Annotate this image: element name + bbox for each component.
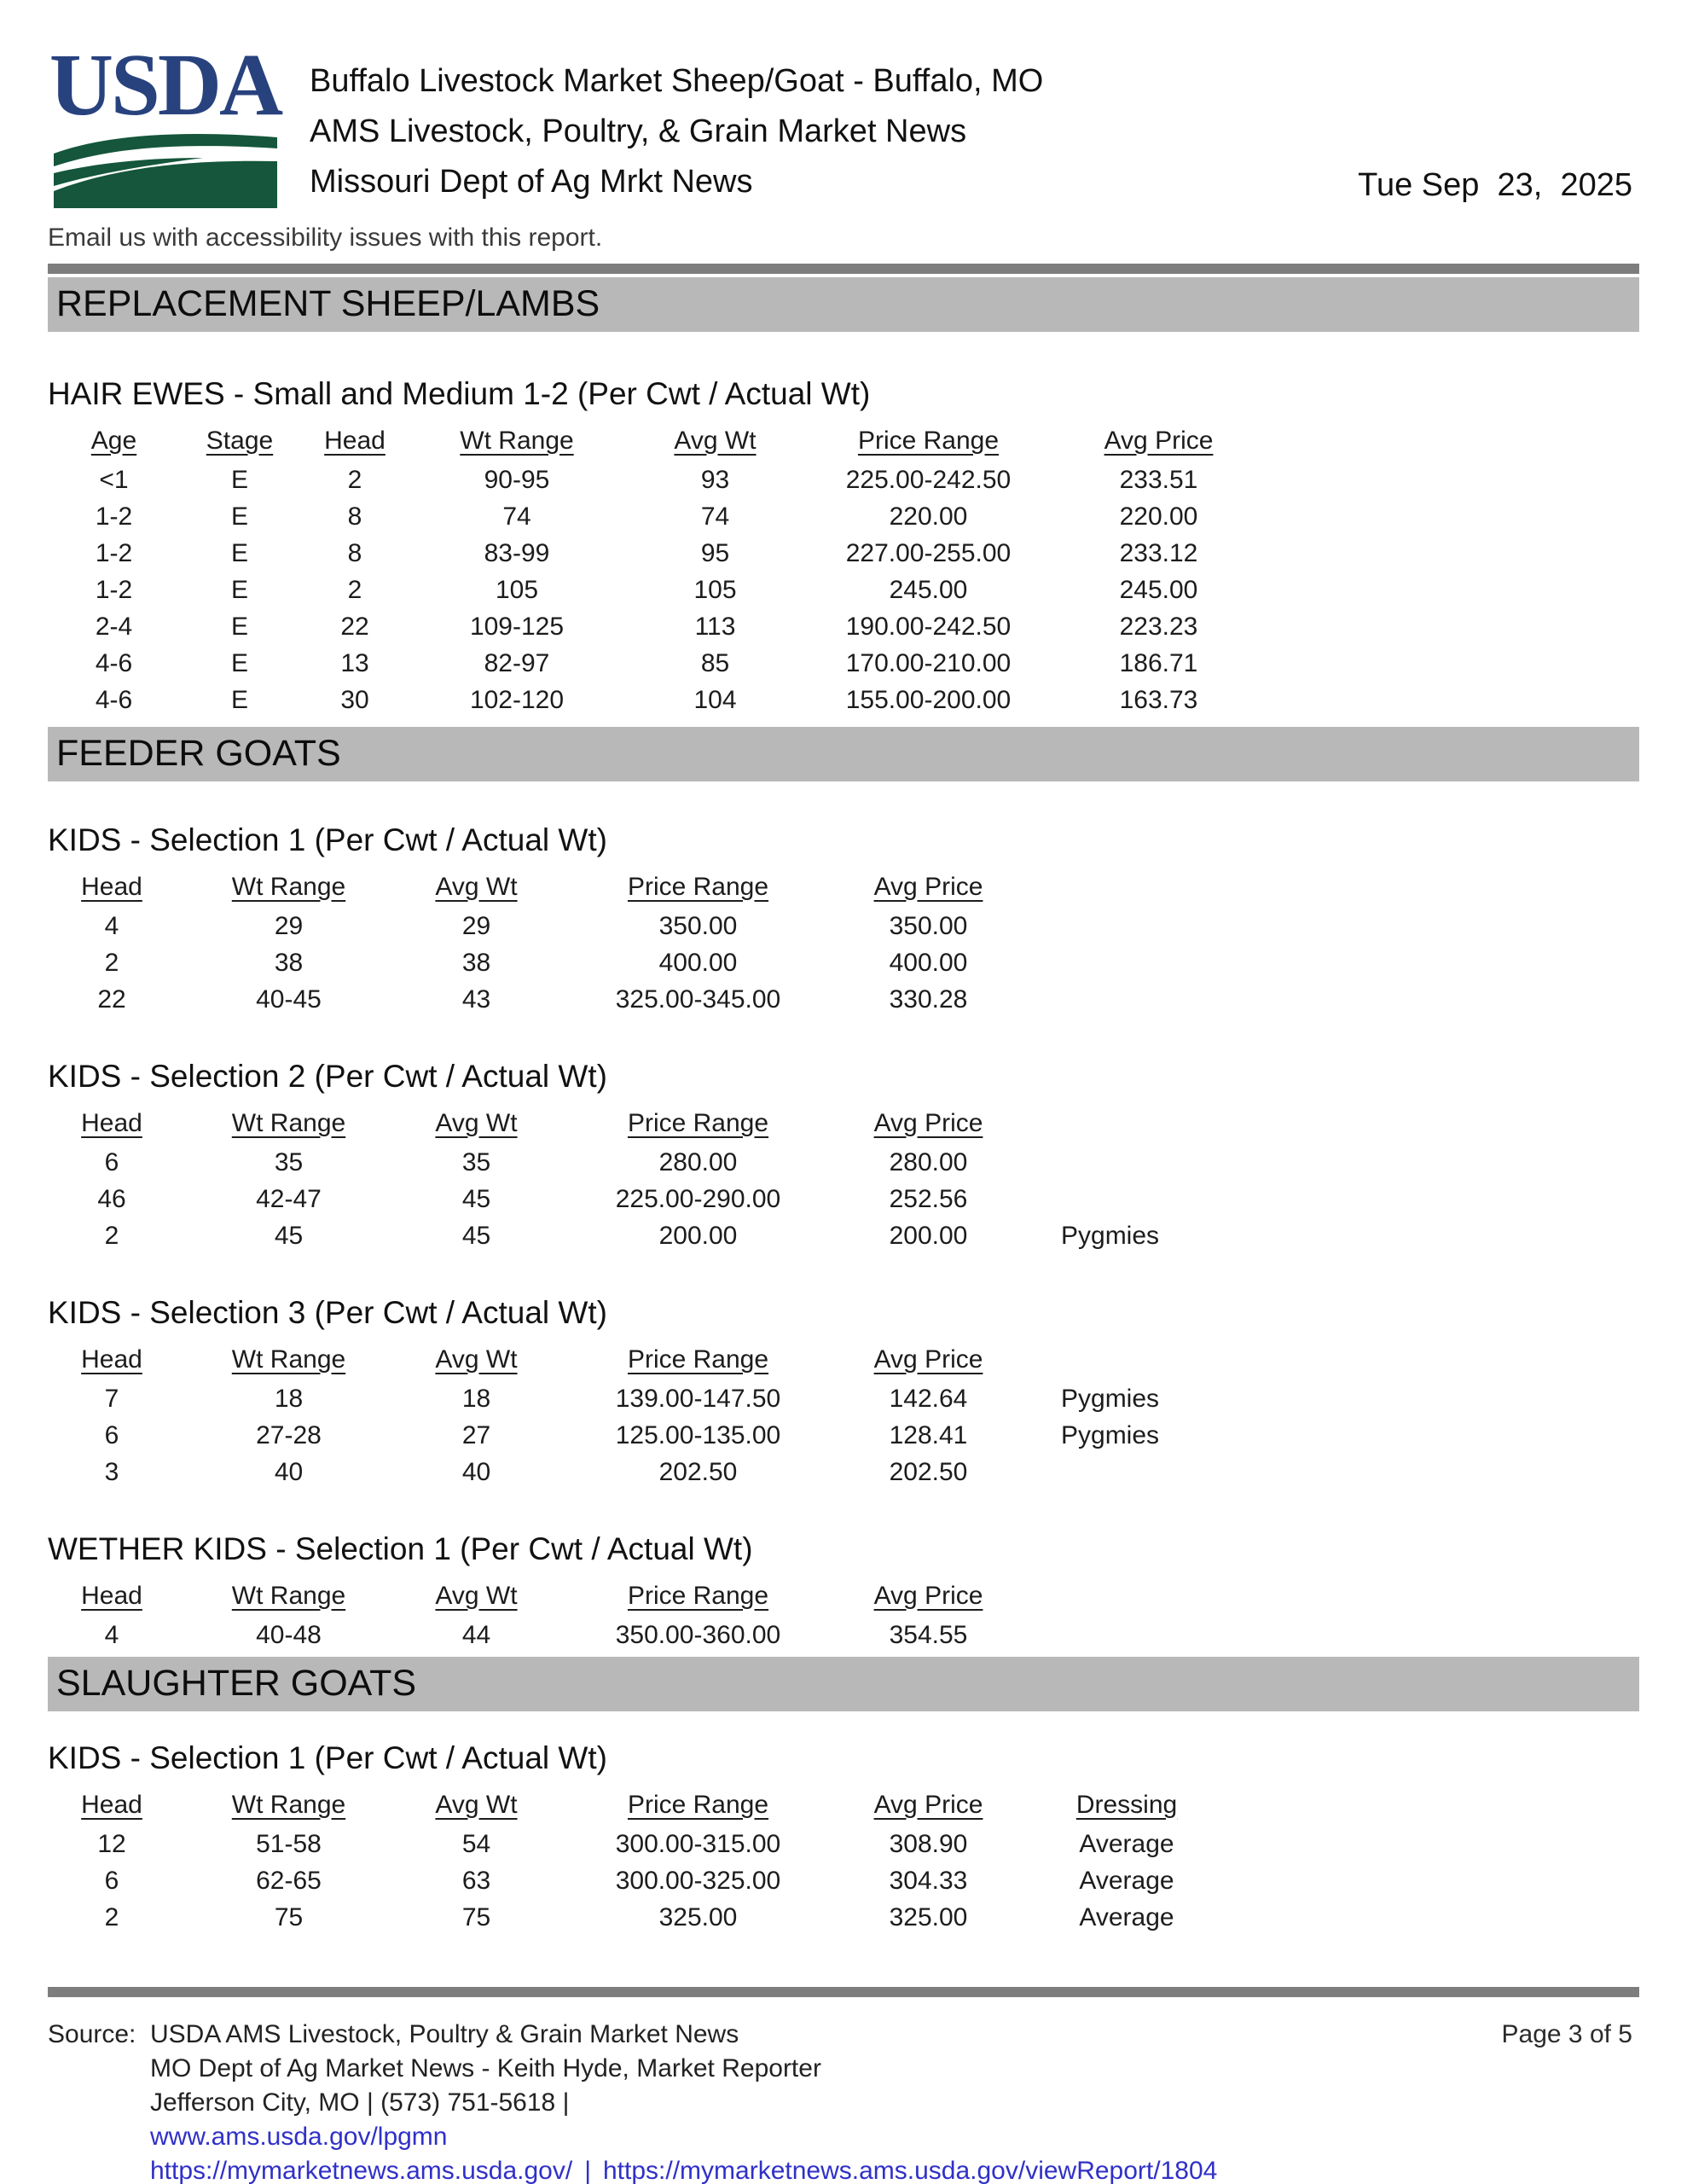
- table-header-row: [48, 1103, 1639, 1144]
- table-cell: 350.00: [658, 911, 738, 940]
- table-cell: 186.71: [1119, 648, 1198, 677]
- table-cell: 125.00-135.00: [615, 1420, 781, 1449]
- table-cell: 325.00-345.00: [615, 985, 781, 1014]
- column-header: Wt Range: [231, 1581, 346, 1610]
- table-cell: 51-58: [256, 1829, 322, 1858]
- table-cell: 350.00-360.00: [615, 1620, 781, 1649]
- table-cell: 54: [461, 1829, 491, 1858]
- table-cell: 225.00-290.00: [615, 1184, 781, 1213]
- table-cell: 4-6: [95, 685, 133, 714]
- source-line: MO Dept of Ag Market News - Keith Hyde, Market Reporter: [150, 2053, 821, 2082]
- table-cell: 2: [347, 575, 362, 604]
- table-cell: 18: [274, 1384, 304, 1413]
- column-header: Wt Range: [231, 872, 346, 901]
- table-cell: 190.00-242.50: [845, 612, 1012, 641]
- table-cell: 40: [274, 1457, 304, 1486]
- table-cell: 113: [694, 612, 736, 641]
- table-cell: 252.56: [889, 1184, 968, 1213]
- table-cell: 35: [274, 1147, 304, 1176]
- column-header: Head: [81, 1345, 142, 1374]
- table-cell: 82-97: [484, 648, 550, 677]
- table-cell: 8: [347, 502, 362, 531]
- table-cell: 22: [97, 985, 126, 1014]
- table-cell: 142.64: [889, 1384, 968, 1413]
- section-bar-slaughter-goats: SLAUGHTER GOATS: [48, 1657, 1639, 1711]
- table-row: [48, 498, 1639, 535]
- table-header-row: [48, 1339, 1639, 1380]
- table-header-row: [48, 1576, 1639, 1617]
- table-cell: 325.00: [889, 1902, 968, 1931]
- table-cell: E: [230, 685, 248, 714]
- report-title: Buffalo Livestock Market Sheep/Goat - Buffalo, MO: [310, 63, 1044, 99]
- table-cell: 330.28: [889, 985, 968, 1014]
- page-indicator: Page 3 of 5: [1501, 2019, 1632, 2048]
- column-header: Wt Range: [231, 1108, 346, 1137]
- column-header: Avg Price: [873, 1108, 983, 1137]
- table-cell: 30: [340, 685, 369, 714]
- table-cell: 245.00: [889, 575, 968, 604]
- table-row: [48, 944, 1639, 981]
- table-cell: E: [230, 648, 248, 677]
- lpgmn-link[interactable]: www.ams.usda.gov/lpgmn: [150, 2122, 448, 2151]
- table-cell: 105: [495, 575, 539, 604]
- table-cell: 1-2: [95, 575, 133, 604]
- column-header: Wt Range: [231, 1790, 346, 1819]
- table-row: [48, 682, 1639, 718]
- table-cell: 202.50: [889, 1457, 968, 1486]
- table-cell: 300.00-325.00: [615, 1866, 781, 1895]
- table-header-row: [48, 867, 1639, 908]
- table-cell: 170.00-210.00: [845, 648, 1012, 677]
- table-cell: 12: [97, 1829, 126, 1858]
- table-cell: 75: [274, 1902, 304, 1931]
- table-cell: 44: [461, 1620, 491, 1649]
- table-cell: 63: [461, 1866, 491, 1895]
- table-row: [48, 1217, 1639, 1254]
- table-cell: 354.55: [889, 1620, 968, 1649]
- table-cell: 109-125: [469, 612, 565, 641]
- table-cell: 304.33: [889, 1866, 968, 1895]
- table-title-slaughter-kids-selection-1: KIDS - Selection 1 (Per Cwt / Actual Wt): [48, 1740, 607, 1775]
- table-title-kids-selection-3: KIDS - Selection 3 (Per Cwt / Actual Wt): [48, 1294, 607, 1330]
- table-cell: [1012, 944, 1284, 981]
- table-cell: 95: [700, 538, 730, 567]
- table-row: [48, 1144, 1639, 1181]
- table-cell: [1012, 1617, 1284, 1653]
- table-row: [48, 1181, 1639, 1217]
- table-cell: 45: [274, 1221, 304, 1250]
- column-header: Age: [90, 426, 137, 455]
- view-report-link[interactable]: https://mymarketnews.ams.usda.gov/viewReport/1804: [603, 2156, 1218, 2184]
- table-row: [48, 535, 1639, 572]
- table-cell: 45: [461, 1184, 491, 1213]
- source-link-row: [150, 2154, 1502, 2184]
- table-cell: 4: [104, 1620, 119, 1649]
- column-header: Avg Wt: [435, 1581, 518, 1610]
- table-cell: 83-99: [484, 538, 550, 567]
- column-header: Avg Price: [873, 872, 983, 901]
- report-agency: Missouri Dept of Ag Mrkt News: [310, 164, 753, 200]
- table-cell: 40: [461, 1457, 491, 1486]
- column-header: Avg Wt: [435, 1345, 518, 1374]
- report-footer: [48, 2018, 1639, 2184]
- table-cell: 2: [104, 1902, 119, 1931]
- report-date: Tue Sep 23, 2025: [1358, 167, 1632, 203]
- table-cell: 200.00: [658, 1221, 738, 1250]
- table-cell: 245.00: [1119, 575, 1198, 604]
- table-cell: 74: [700, 502, 730, 531]
- table-cell: Pygmies: [1061, 1384, 1160, 1413]
- table-cell: 1-2: [95, 502, 133, 531]
- table-title-kids-selection-2: KIDS - Selection 2 (Per Cwt / Actual Wt): [48, 1058, 607, 1094]
- table-cell: E: [230, 538, 248, 567]
- table-cell: 22: [340, 612, 369, 641]
- column-header: Avg Wt: [435, 1790, 518, 1819]
- table-cell: 200.00: [889, 1221, 968, 1250]
- table-cell: 233.12: [1119, 538, 1198, 567]
- table-cell: 308.90: [889, 1829, 968, 1858]
- table-title-hair-ewes: HAIR EWES - Small and Medium 1-2 (Per Cwt / Actual Wt): [48, 375, 871, 411]
- table-cell: 93: [700, 465, 730, 494]
- column-header: Head: [81, 1581, 142, 1610]
- wether-kids-selection-1-table: [48, 1576, 1639, 1653]
- table-cell: 29: [461, 911, 491, 940]
- source-line: USDA AMS Livestock, Poultry & Grain Market News: [150, 2019, 739, 2048]
- table-cell: <1: [99, 465, 129, 494]
- table-cell: 75: [461, 1902, 491, 1931]
- table-cell: 27-28: [256, 1420, 322, 1449]
- table-cell: 40-45: [256, 985, 322, 1014]
- table-row: [48, 572, 1639, 608]
- table-cell: 18: [461, 1384, 491, 1413]
- link-separator: |: [584, 2156, 591, 2184]
- table-cell: 102-120: [469, 685, 565, 714]
- table-cell: 4-6: [95, 648, 133, 677]
- table-cell: 74: [502, 502, 531, 531]
- table-cell: 139.00-147.50: [615, 1384, 781, 1413]
- column-header: Avg Price: [1104, 426, 1214, 455]
- table-cell: 62-65: [256, 1866, 322, 1895]
- table-cell: Average: [1079, 1866, 1174, 1895]
- column-header: Avg Price: [873, 1581, 983, 1610]
- column-header: Price Range: [627, 1581, 769, 1610]
- table-cell: 202.50: [658, 1457, 738, 1486]
- table-row: [48, 908, 1639, 944]
- table-cell: Average: [1079, 1829, 1174, 1858]
- table-header-row: [48, 1785, 1639, 1826]
- table-cell: E: [230, 575, 248, 604]
- table-cell: 38: [461, 948, 491, 977]
- table-cell: Pygmies: [1061, 1420, 1160, 1449]
- table-cell: 6: [104, 1420, 119, 1449]
- table-cell: 13: [340, 648, 369, 677]
- column-header: Dressing: [1075, 1790, 1178, 1819]
- footer-divider: [48, 1987, 1639, 1997]
- table-row: [48, 462, 1639, 498]
- table-cell: E: [230, 465, 248, 494]
- table-row: [48, 1417, 1639, 1454]
- table-cell: 163.73: [1119, 685, 1198, 714]
- accessibility-email-link[interactable]: Email us with accessibility issues with this report.: [48, 223, 603, 252]
- column-header: Head: [81, 872, 142, 901]
- column-header: Price Range: [627, 1790, 769, 1819]
- table-row: [48, 608, 1639, 645]
- table-row: [48, 1899, 1639, 1936]
- table-cell: 29: [274, 911, 304, 940]
- table-cell: 6: [104, 1147, 119, 1176]
- table-cell: 90-95: [484, 465, 550, 494]
- table-cell: 43: [461, 985, 491, 1014]
- table-row: [48, 1380, 1639, 1417]
- table-cell: 104: [693, 685, 737, 714]
- table-cell: 6: [104, 1866, 119, 1895]
- table-cell: 2: [104, 1221, 119, 1250]
- column-header: Wt Range: [231, 1345, 346, 1374]
- table-row: [48, 1454, 1639, 1490]
- table-cell: 400.00: [889, 948, 968, 977]
- report-subtitle: AMS Livestock, Poultry, & Grain Market News: [310, 113, 967, 149]
- table-title-kids-selection-1: KIDS - Selection 1 (Per Cwt / Actual Wt): [48, 822, 607, 857]
- column-header: Head: [324, 426, 386, 455]
- section-bar-feeder-goats: FEEDER GOATS: [48, 727, 1639, 781]
- table-cell: [1012, 908, 1284, 944]
- table-cell: 8: [347, 538, 362, 567]
- table-cell: 45: [461, 1221, 491, 1250]
- table-cell: [1012, 1144, 1284, 1181]
- column-header: Avg Price: [873, 1345, 983, 1374]
- table-cell: [1012, 1454, 1284, 1490]
- column-header: Avg Wt: [674, 426, 757, 455]
- table-cell: 128.41: [889, 1420, 968, 1449]
- table-cell: 1-2: [95, 538, 133, 567]
- table-title-wether-kids-selection-1: WETHER KIDS - Selection 1 (Per Cwt / Actual Wt): [48, 1531, 753, 1566]
- table-row: [48, 1617, 1639, 1653]
- table-cell: 2-4: [95, 612, 133, 641]
- table-cell: 280.00: [658, 1147, 738, 1176]
- table-cell: 233.51: [1119, 465, 1198, 494]
- section-bar-replacement-sheep-lambs: REPLACEMENT SHEEP/LAMBS: [48, 277, 1639, 332]
- table-cell: [1012, 1181, 1284, 1217]
- table-cell: 220.00: [1119, 502, 1198, 531]
- table-cell: [1012, 981, 1284, 1018]
- table-cell: 46: [97, 1184, 126, 1213]
- column-header: Avg Price: [873, 1790, 983, 1819]
- usda-logo-text: USDA: [49, 36, 281, 134]
- kids-selection-1-table: [48, 867, 1639, 1018]
- table-cell: Average: [1079, 1902, 1174, 1931]
- table-header-row: [48, 421, 1639, 462]
- table-cell: 7: [104, 1384, 119, 1413]
- column-header: Price Range: [627, 1108, 769, 1137]
- table-cell: Pygmies: [1061, 1221, 1160, 1250]
- table-cell: 300.00-315.00: [615, 1829, 781, 1858]
- table-cell: 35: [461, 1147, 491, 1176]
- slaughter-kids-selection-1-table: [48, 1785, 1639, 1936]
- column-header: Price Range: [627, 1345, 769, 1374]
- table-cell: 27: [461, 1420, 491, 1449]
- report-titles: [282, 44, 1043, 207]
- table-cell: 155.00-200.00: [845, 685, 1012, 714]
- column-header: Wt Range: [460, 426, 574, 455]
- column-header: Head: [81, 1108, 142, 1137]
- source-lines: [150, 2018, 1502, 2184]
- column-header: Price Range: [857, 426, 1000, 455]
- table-row: [48, 981, 1639, 1018]
- table-cell: E: [230, 612, 248, 641]
- table-cell: 325.00: [658, 1902, 738, 1931]
- column-header: Price Range: [627, 872, 769, 901]
- usda-logo-field-icon: [54, 128, 277, 208]
- table-cell: 400.00: [658, 948, 738, 977]
- table-cell: 223.23: [1119, 612, 1198, 641]
- kids-selection-2-table: [48, 1103, 1639, 1254]
- table-cell: 4: [104, 911, 119, 940]
- hair-ewes-table: [48, 421, 1639, 718]
- source-link-row: [150, 2120, 1502, 2154]
- column-header: Avg Wt: [435, 872, 518, 901]
- table-cell: 225.00-242.50: [845, 465, 1012, 494]
- table-cell: 38: [274, 948, 304, 977]
- table-cell: 40-48: [256, 1620, 322, 1649]
- table-cell: 280.00: [889, 1147, 968, 1176]
- table-cell: 3: [104, 1457, 119, 1486]
- table-row: [48, 1862, 1639, 1899]
- table-row: [48, 645, 1639, 682]
- table-row: [48, 1826, 1639, 1862]
- table-cell: 220.00: [889, 502, 968, 531]
- table-cell: 85: [700, 648, 730, 677]
- table-cell: 227.00-255.00: [845, 538, 1012, 567]
- table-cell: E: [230, 502, 248, 531]
- column-header: Avg Wt: [435, 1108, 518, 1137]
- mymarketnews-link[interactable]: https://mymarketnews.ams.usda.gov/: [150, 2156, 573, 2184]
- table-cell: 2: [347, 465, 362, 494]
- table-cell: 350.00: [889, 911, 968, 940]
- header-divider: [48, 264, 1639, 274]
- table-cell: 2: [104, 948, 119, 977]
- column-header: Head: [81, 1790, 142, 1819]
- table-cell: 105: [693, 575, 737, 604]
- source-line: Jefferson City, MO | (573) 751-5618 |: [150, 2088, 570, 2117]
- usda-logo: [48, 36, 282, 208]
- table-cell: 42-47: [256, 1184, 322, 1213]
- kids-selection-3-table: [48, 1339, 1639, 1490]
- column-header: Stage: [206, 426, 274, 455]
- source-label: Source:: [48, 2019, 136, 2048]
